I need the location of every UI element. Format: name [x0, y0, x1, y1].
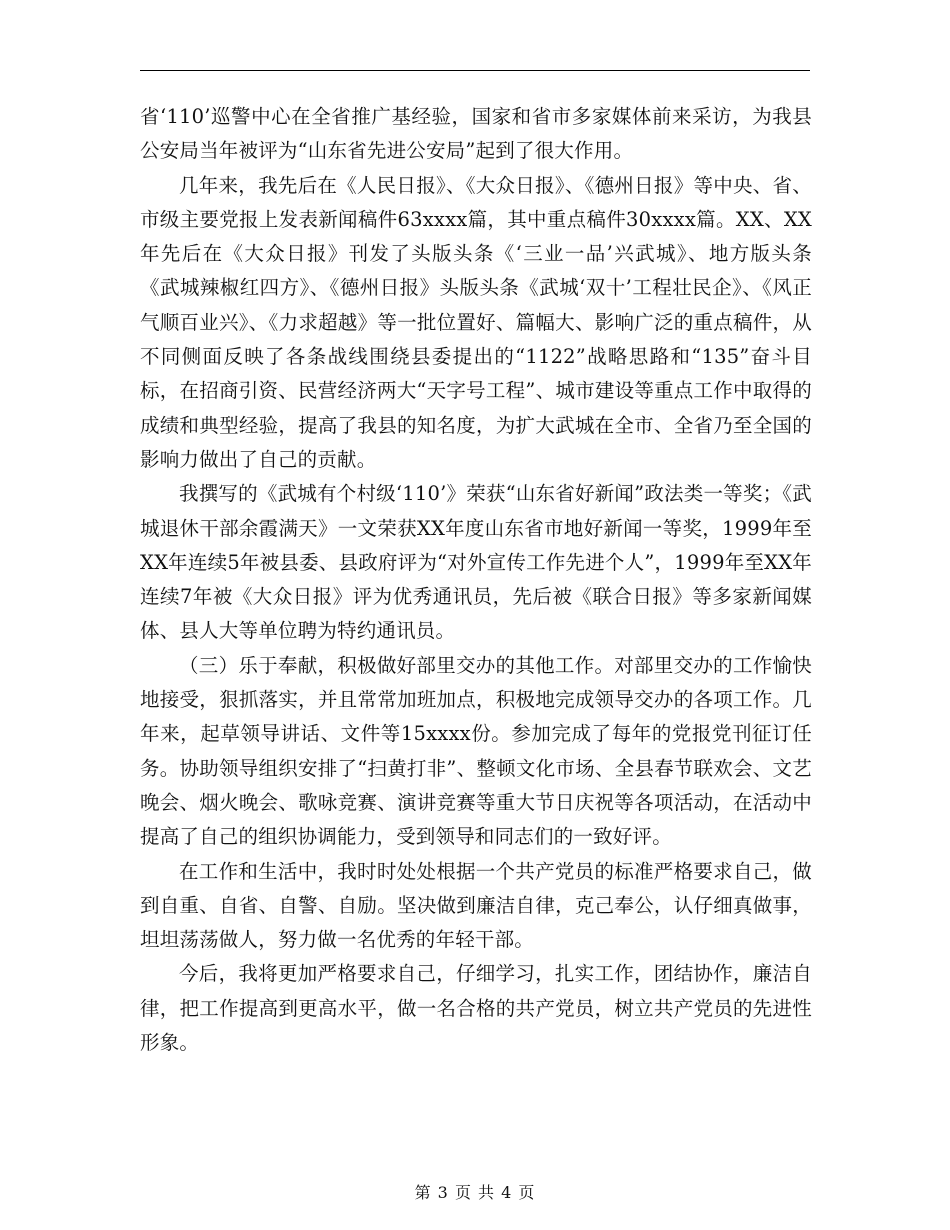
paragraph-4: （三）乐于奉献，积极做好部里交办的其他工作。对部里交办的工作愉快地接受，狠抓落实，并且常常加班加点，积极地完成领导交办的各项工作。几年来，起草领导讲话、文件等15xxxx份。参加完成了每年的党报党刊征订任务。协助领导组织安排了“扫黄打非”、整顿文化市场、全县春节联欢会、文艺晚会、烟火晚会、歌咏竞赛、演讲竞赛等重大节日庆祝等各项活动，在活动中提高了自己的组织协调能力，受到领导和同志们的一致好评。: [140, 653, 812, 849]
paragraph-3: 我撰写的《武城有个村级‘110’》荣获“山东省好新闻”政法类一等奖；《武城退休干部余霞满天》一文荣获XX年度山东省市地好新闻一等奖，1999年至XX年连续5年被县委、县政府评为“对外宣传工作先进个人”，1999年至XX年连续7年被《大众日报》评为优秀通讯员，先后被《联合日报》等多家新闻媒体、县人大等单位聘为特约通讯员。: [140, 482, 812, 643]
paragraph-1: 省‘110’巡警中心在全省推广基经验，国家和省市多家媒体前来采访，为我县公安局当年被评为“山东省先进公安局”起到了很大作用。: [140, 105, 812, 163]
paragraph-5: 在工作和生活中，我时时处处根据一个共产党员的标准严格要求自己，做到自重、自省、自警、自励。坚决做到廉洁自律，克己奉公，认仔细真做事，坦坦荡荡做人，努力做一名优秀的年轻干部。: [140, 859, 812, 952]
page-footer: 第 3 页 共 4 页: [414, 1183, 536, 1202]
paragraph-2: 几年来，我先后在《人民日报》、《大众日报》、《德州日报》等中央、省、市级主要党报上发表新闻稿件63xxxx篇，其中重点稿件30xxxx篇。XX、XX年先后在《大众日报》刊发了头版头条《‘三业一品’兴武城》、地方版头条《武城辣椒红四方》、《德州日报》头版头条《武城‘双十’工程壮民企》、《风正气顺百业兴》、《力求超越》等一批位置好、篇幅大、影响广泛的重点稿件，从不同侧面反映了各条战线围绕县委提出的“1122”战略思路和“135”奋斗目标，在招商引资、民营经济两大“天字号工程”、城市建设等重点工作中取得的成绩和典型经验，提高了我县的知名度，为扩大武城在全市、全省乃至全国的影响力做出了自己的贡献。: [140, 173, 812, 471]
header-rule: [140, 70, 810, 71]
paragraph-6: 今后，我将更加严格要求自己，仔细学习，扎实工作，团结协作，廉洁自律，把工作提高到更高水平，做一名合格的共产党员，树立共产党员的先进性形象。: [140, 962, 812, 1055]
document-body: [140, 100, 812, 1060]
